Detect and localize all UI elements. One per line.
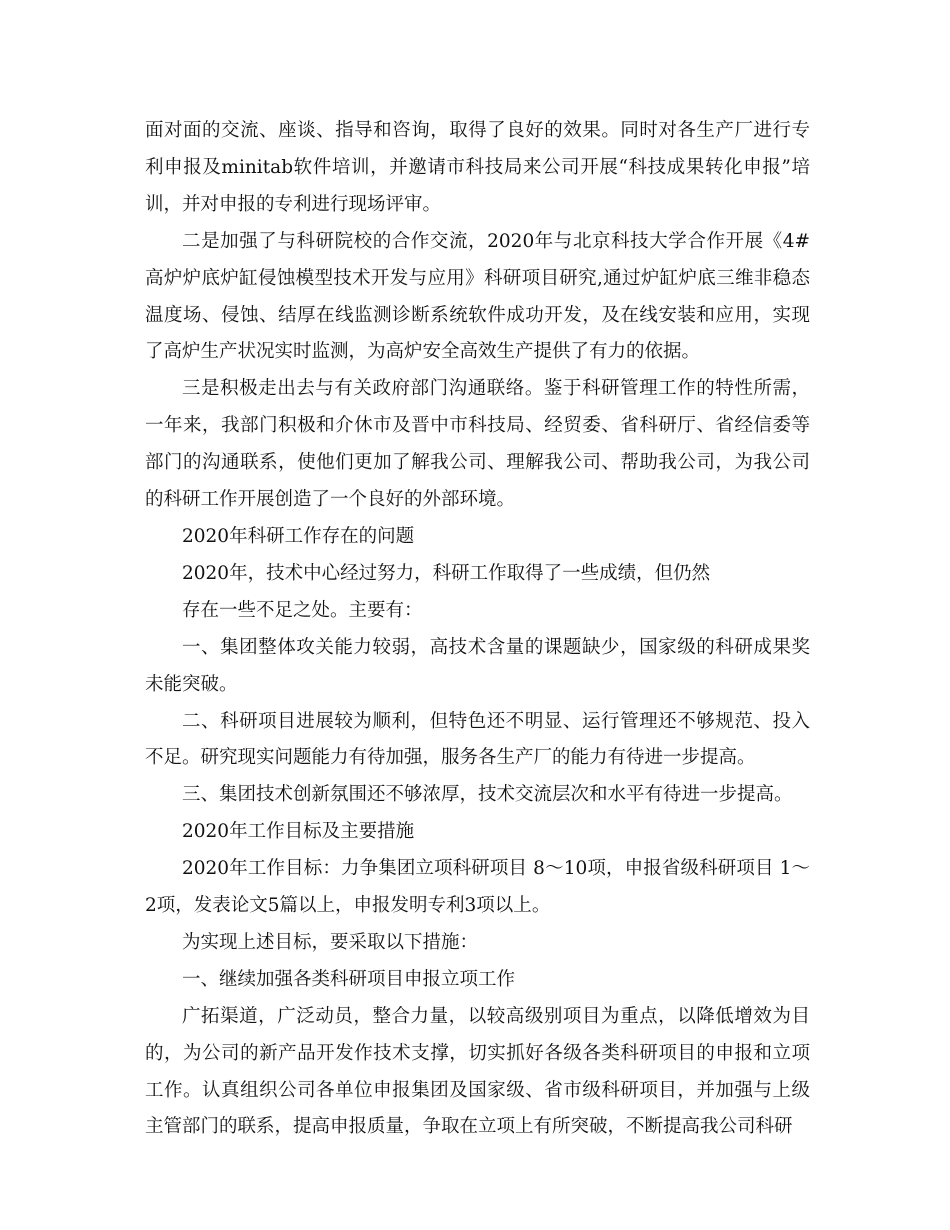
paragraph-problems-intro-cont: 存在一些不足之处。主要有： bbox=[182, 599, 423, 621]
paragraph-problem-1: 一、集团整体攻关能力较弱，高技术含量的课题缺少，国家级的科研成果奖未能突破。 bbox=[145, 636, 810, 695]
section-heading-goals: 2020年工作目标及主要措施 bbox=[182, 821, 415, 843]
document-body bbox=[145, 113, 810, 1146]
paragraph-problem-3: 三、集团技术创新氛围还不够浓厚，技术交流层次和水平有待进一步提高。 bbox=[182, 784, 793, 806]
paragraph-measures-intro: 为实现上述目标，要采取以下措施： bbox=[182, 931, 479, 953]
paragraph-research-cooperation: 二是加强了与科研院校的合作交流，2020年与北京科技大学合作开展《4#高炉炉底炉缸侵蚀模型技术开发与应用》科研项目研究,通过炉缸炉底三维非稳态温度场、侵蚀、结厚在线监测诊断系统软件成功开发，及在线安装和应用，实现了高炉生产状况实时监测，为高炉安全高效生产提供了有力的依据。 bbox=[145, 230, 810, 363]
paragraph-problems-intro: 2020年，技术中心经过努力，科研工作取得了一些成绩，但仍然 bbox=[182, 562, 711, 584]
paragraph-problem-2: 二、科研项目进展较为顺利，但特色还不明显、运行管理还不够规范、投入不足。研究现实问题能力有待加强，服务各生产厂的能力有待进一步提高。 bbox=[145, 710, 810, 769]
paragraph-government-liaison: 三是积极走出去与有关政府部门沟通联络。鉴于科研管理工作的特性所需，一年来，我部门积极和介休市及晋中市科技局、经贸委、省科研厅、省经信委等部门的沟通联系，使他们更加了解我公司、理解我公司、帮助我公司，为我公司的科研工作开展创造了一个良好的外部环境。 bbox=[145, 378, 810, 511]
subheading-measure-1: 一、继续加强各类科研项目申报立项工作 bbox=[182, 968, 516, 990]
paragraph-continuation: 面对面的交流、座谈、指导和咨询，取得了良好的效果。同时对各生产厂进行专利申报及minitab软件培训，并邀请市科技局来公司开展“科技成果转化申报”培训，并对申报的专利进行现场评审。 bbox=[145, 120, 810, 215]
paragraph-measure-1: 广拓渠道，广泛动员，整合力量，以较高级别项目为重点，以降低增效为目的，为公司的新产品开发作技术支撑，切实抓好各级各类科研项目的申报和立项工作。认真组织公司各单位申报集团及国家级、省市级科研项目，并加强与上级主管部门的联系，提高申报质量，争取在立项上有所突破，不断提高我公司科研 bbox=[145, 1005, 810, 1138]
paragraph-goals: 2020年工作目标：力争集团立项科研项目 8～10项，申报省级科研项目 1～2项，发表论文5篇以上，申报发明专利3项以上。 bbox=[145, 858, 810, 917]
section-heading-problems: 2020年科研工作存在的问题 bbox=[182, 525, 415, 547]
